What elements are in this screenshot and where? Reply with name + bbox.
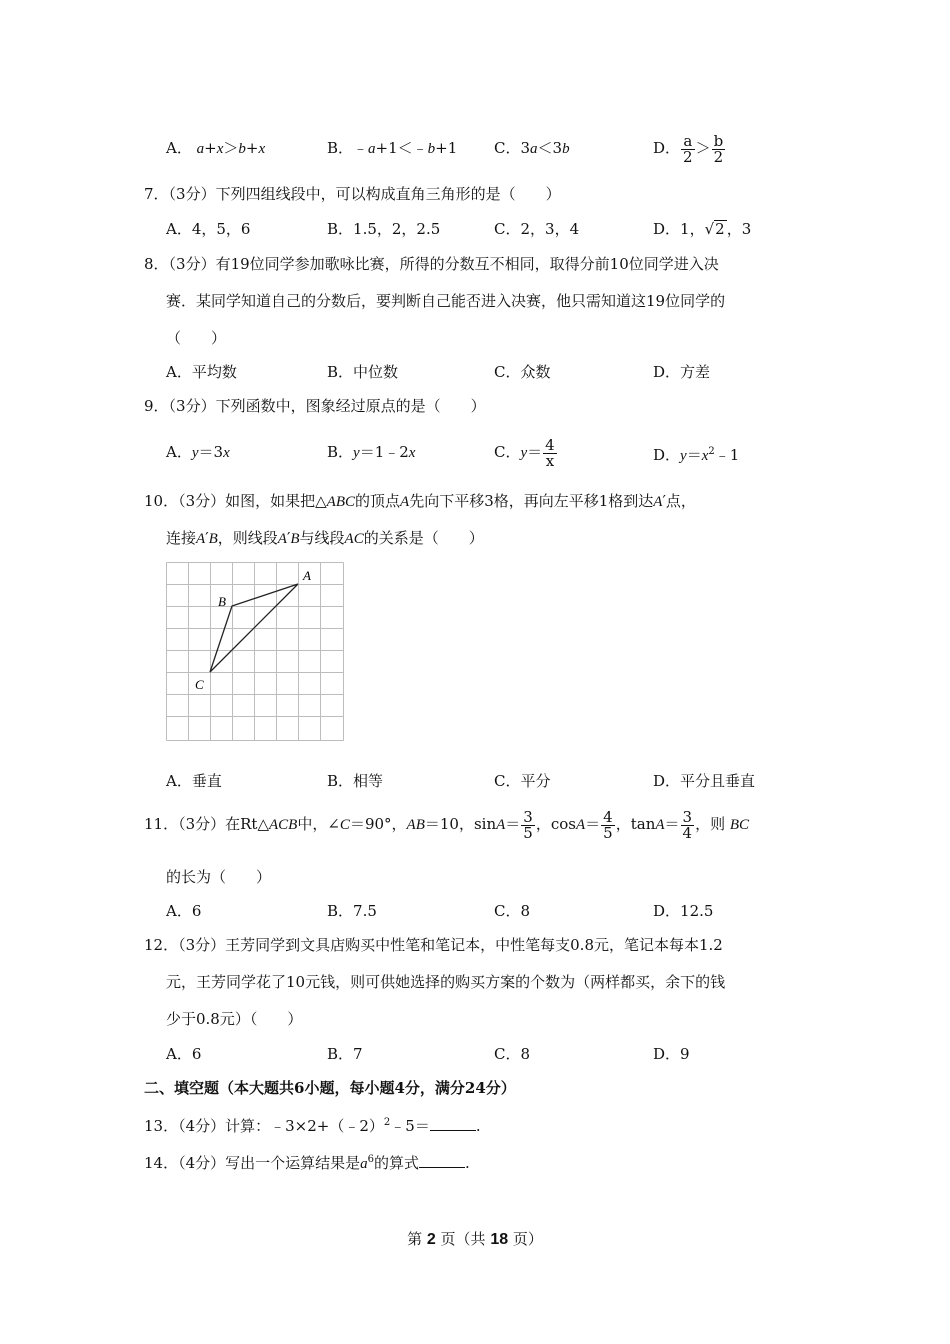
q8-option-a: A．平均数: [166, 363, 237, 381]
q12-option-a: A．6: [166, 1045, 202, 1063]
answer-blank[interactable]: [430, 1116, 476, 1131]
q8-line3: （ ）: [166, 329, 227, 347]
label-c: C: [195, 677, 204, 692]
label-b: B: [218, 594, 226, 609]
q6-option-c: C．3a＜3b: [494, 139, 570, 157]
q6-option-b: B．﹣a+1＜﹣b+1: [327, 139, 458, 157]
q14-line: 14．（4分）写出一个运算结果是$a^6$的算式 .: [144, 1154, 470, 1172]
q12-option-b: B．7: [327, 1045, 363, 1063]
q12-option-c: C．8: [494, 1045, 531, 1063]
answer-blank[interactable]: [419, 1153, 465, 1168]
q12-line1: 12．（3分）王芳同学到文具店购买中性笔和笔记本，中性笔每支0.8元，笔记本每本1.2: [144, 936, 723, 954]
q11-option-b: B．7.5: [327, 902, 377, 920]
q9-option-d: D．$y=x^2﹣1$: [653, 446, 740, 464]
q13-line: 13．（4分）计算：﹣3×2+（﹣2）$^2$﹣5＝ .: [144, 1117, 481, 1135]
q10-line1: 10．（3分）如图，如果把△ABC的顶点A先向下平移3格，再向左平移1格到达A′点，: [144, 492, 696, 510]
q10-line2: 连接A′B，则线段A′B与线段AC的关系是（ ）: [166, 529, 484, 547]
q6-option-a: A． a+x＞b+x: [166, 139, 266, 157]
q7-option-a: A．4，5，6: [166, 220, 251, 238]
q10-option-c: C．平分: [494, 772, 551, 790]
q10-option-d: D．平分且垂直: [653, 772, 756, 790]
q8-option-c: C．众数: [494, 363, 551, 381]
q12-option-d: D．9: [653, 1045, 690, 1063]
q9-option-a: A．y＝3x: [166, 443, 230, 461]
q11-line1: 11．（3分）在Rt△ACB中，∠C＝90°，AB＝10，sinA＝ $\frac{3}{5}$ ，cosA＝ $\frac{4}{5}$ ，tanA＝ $\frac{3}{4}$ ，则 BC: [144, 807, 750, 842]
q8-line2: 赛．某同学知道自己的分数后，要判断自己能否进入决赛，他只需知道这19位同学的: [166, 292, 726, 310]
q7-option-d: D．1，√2 ，3: [653, 220, 752, 238]
section-heading: 二、填空题（本大题共6小题，每小题4分，满分24分）: [144, 1079, 516, 1097]
q11-option-d: D．12.5: [653, 902, 714, 920]
q8-option-d: D．方差: [653, 363, 711, 381]
q9-option-c: C．y＝ $\frac{4}{x}$: [494, 435, 555, 470]
q10-option-b: B．相等: [327, 772, 384, 790]
q8-option-b: B．中位数: [327, 363, 399, 381]
q11-option-c: C．8: [494, 902, 531, 920]
q10-grid-figure: [166, 562, 346, 744]
q6-option-d: D． $\frac{a}{2}$ ＞ $\frac{b}{2}$: [653, 131, 724, 166]
q12-line2: 元，王芳同学花了10元钱，则可供她选择的购买方案的个数为（两样都买，余下的钱: [166, 973, 726, 991]
q9-stem: 9．（3分）下列函数中，图象经过原点的是（ ）: [144, 397, 486, 415]
q11-option-a: A．6: [166, 902, 202, 920]
q8-line1: 8．（3分）有19位同学参加歌咏比赛，所得的分数互不相同，取得分前10位同学进入决: [144, 255, 719, 273]
q10-option-a: A．垂直: [166, 772, 222, 790]
q7-stem: 7．（3分）下列四组线段中，可以构成直角三角形的是（ ）: [144, 185, 561, 203]
page-footer: 第 2 页（共 18 页）: [407, 1230, 543, 1248]
q12-line3: 少于0.8元）（ ）: [166, 1010, 303, 1028]
q9-option-b: B．y＝1﹣2x: [327, 443, 416, 461]
label-a: A: [303, 568, 311, 583]
q7-option-b: B．1.5，2，2.5: [327, 220, 441, 238]
q7-option-c: C．2，3，4: [494, 220, 580, 238]
q11-line2: 的长为（ ）: [166, 868, 272, 886]
